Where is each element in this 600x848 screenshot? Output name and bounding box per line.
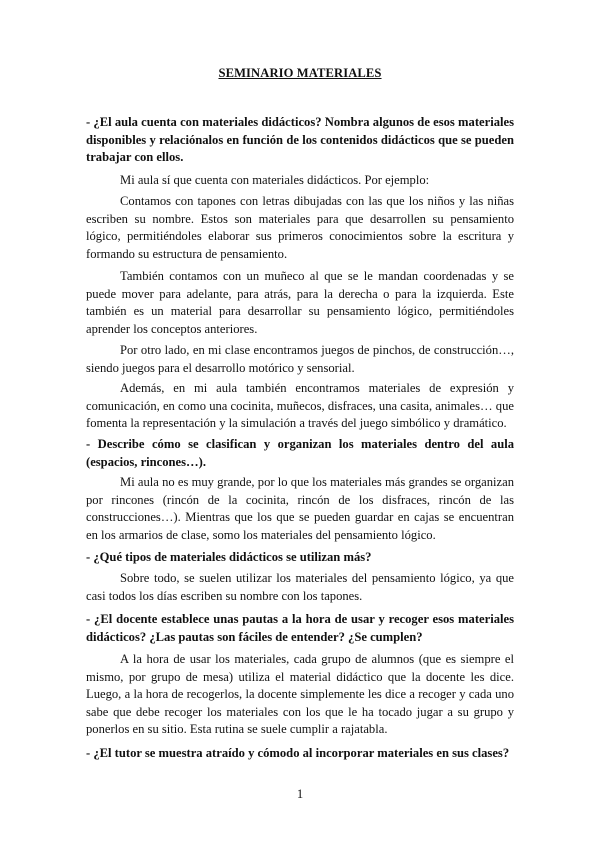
question-5: - ¿El tutor se muestra atraído y cómodo al incorporar materiales en sus clases? — [86, 746, 510, 760]
paragraph-3: También contamos con un muñeco al que se le mandan coordenadas y se puede mover para adelante, para atrás, para la derecha o para la izquierda. Este también es un material para desarrollar su pensamiento lógico, permitiéndoles aprender los conceptos anteriores. — [86, 269, 514, 336]
paragraph-7: Sobre todo, se suelen utilizar los materiales del pensamiento lógico, ya que casi todos los días escriben su nombre con los tapones. — [86, 571, 514, 603]
paragraph-6: Mi aula no es muy grande, por lo que los materiales más grandes se organizan por rincones (rincón de la cocinita, rincón de los disfraces, rincón de las construcciones…). Mientras que los que se pueden guardar en cajas se encuentran en los armarios de clase, somo los materiales del pensamiento lógico. — [86, 475, 514, 542]
paragraph-5: Además, en mi aula también encontramos materiales de expresión y comunicación, en como una cocinita, muñecos, disfraces, una casita, animales… que fomenta la representación y la simulación a través del juego simbólico y dramático. — [86, 381, 514, 430]
paragraph-4: Por otro lado, en mi clase encontramos juegos de pinchos, de construcción…, siendo juegos para el desarrollo motórico y sensorial. — [86, 343, 514, 375]
paragraph-1: Mi aula sí que cuenta con materiales didácticos. Por ejemplo: — [120, 173, 430, 187]
question-4: - ¿El docente establece unas pautas a la hora de usar y recoger esos materiales didácticos? ¿Las pautas son fáciles de entender? ¿Se cumplen? — [86, 612, 514, 644]
paragraph-8: A la hora de usar los materiales, cada grupo de alumnos (que es siempre el mismo, por grupo de mesa) utiliza el material didáctico que la docente les dice. Luego, a la hora de recogerlos, la docente simplemente les dice a recoger y cada uno sabe que debe recoger los materiales con los que le ha tocado jugar a su grupo y ponerlos en su sitio. Esta rutina se suele cumplir a rajatabla. — [86, 652, 514, 736]
question-1: - ¿El aula cuenta con materiales didácticos? Nombra algunos de esos materiales disponibles y relaciónalos en función de los contenidos didácticos que se pueden trabajar con ellos. — [86, 115, 514, 164]
question-2: - Describe cómo se clasifican y organizan los materiales dentro del aula (espacios, rincones…). — [86, 437, 514, 469]
question-3: - ¿Qué tipos de materiales didácticos se utilizan más? — [86, 550, 372, 564]
page-number: 1 — [296, 787, 304, 801]
paragraph-2: Contamos con tapones con letras dibujadas con las que los niños y las niñas escriben su nombre. Estos son materiales para que desarrollen su pensamiento lógico, permitiéndoles elaborar sus primeros conocimientos sobre la escritura y formando su estructura de pensamiento. — [86, 194, 514, 261]
document-title: SEMINARIO MATERIALES — [218, 66, 382, 80]
